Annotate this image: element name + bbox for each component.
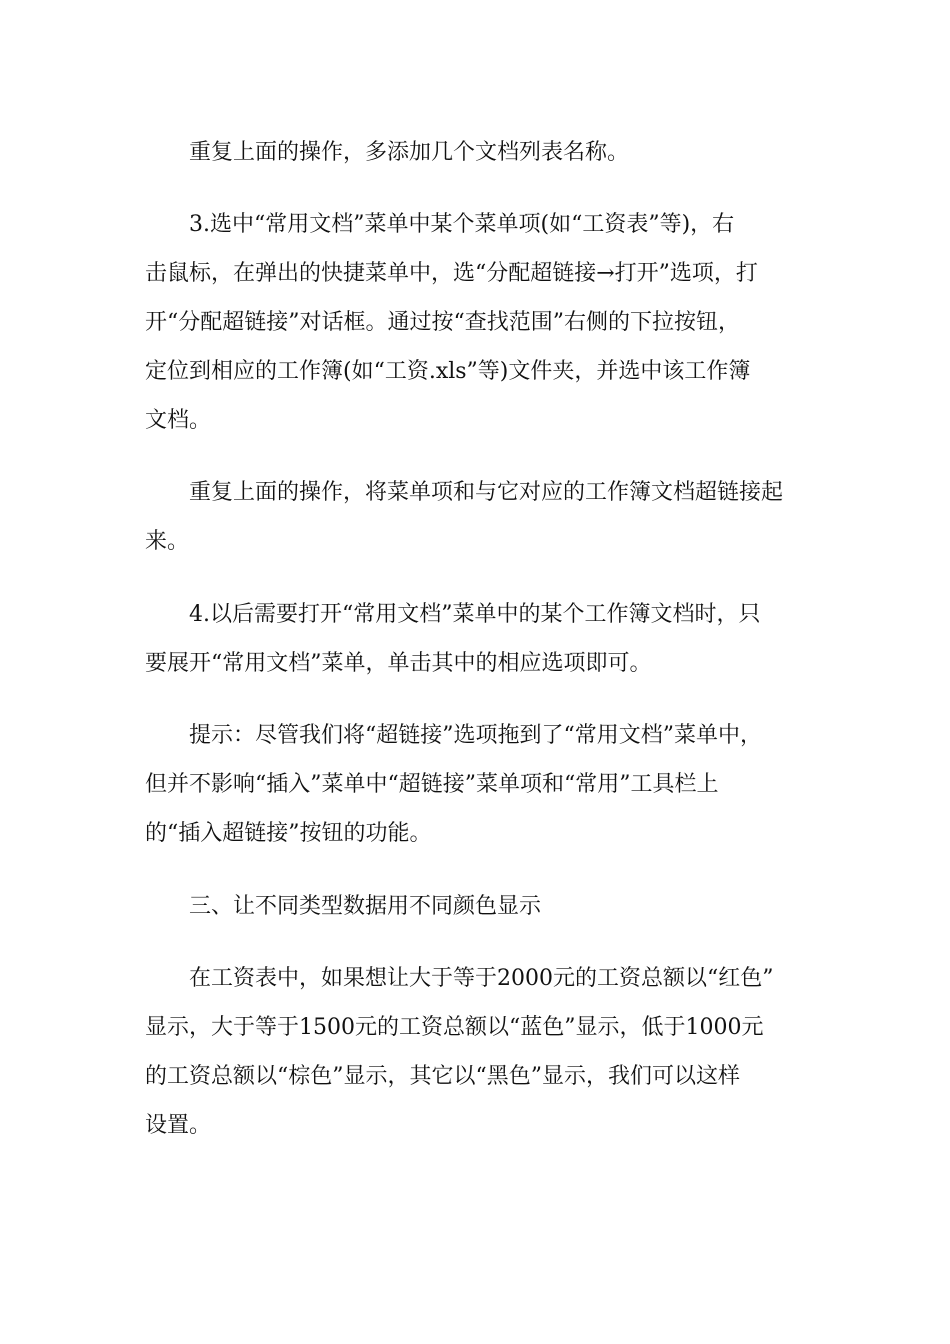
paragraph-line: 重复上面的操作，多添加几个文档列表名称。	[189, 140, 630, 165]
paragraph-line: 的工资总额以“棕色”显示，其它以“黑色”显示，我们可以这样	[145, 1064, 740, 1089]
paragraph-line: 开“分配超链接”对话框。通过按“查找范围”右侧的下拉按钮，	[145, 310, 740, 335]
paragraph-line: 定位到相应的工作簿(如“工资.xls”等)文件夹，并选中该工作簿	[145, 359, 751, 384]
paragraph-line: 4.以后需要打开“常用文档”菜单中的某个工作簿文档时，只	[189, 602, 761, 627]
paragraph-line: 3.选中“常用文档”菜单中某个菜单项(如“工资表”等)，右	[189, 212, 735, 237]
paragraph-line: 来。	[145, 529, 190, 554]
paragraph-line: 击鼠标，在弹出的快捷菜单中，选“分配超链接→打开”选项，打	[145, 261, 758, 286]
paragraph-line: 要展开“常用文档”菜单，单击其中的相应选项即可。	[145, 651, 652, 676]
paragraph-line: 但并不影响“插入”菜单中“超链接”菜单项和“常用”工具栏上	[145, 772, 719, 797]
paragraph-line: 文档。	[145, 408, 212, 433]
paragraph-line: 设置。	[145, 1113, 212, 1138]
paragraph-line: 提示：尽管我们将“超链接”选项拖到了“常用文档”菜单中，	[189, 723, 762, 748]
section-heading-line: 三、让不同类型数据用不同颜色显示	[189, 894, 542, 919]
paragraph-line: 显示，大于等于1500元的工资总额以“蓝色”显示，低于1000元	[145, 1015, 764, 1040]
paragraph-line: 重复上面的操作，将菜单项和与它对应的工作簿文档超链接起	[189, 480, 784, 505]
paragraph-line: 在工资表中，如果想让大于等于2000元的工资总额以“红色”	[189, 966, 774, 991]
paragraph-line: 的“插入超链接”按钮的功能。	[145, 821, 432, 846]
